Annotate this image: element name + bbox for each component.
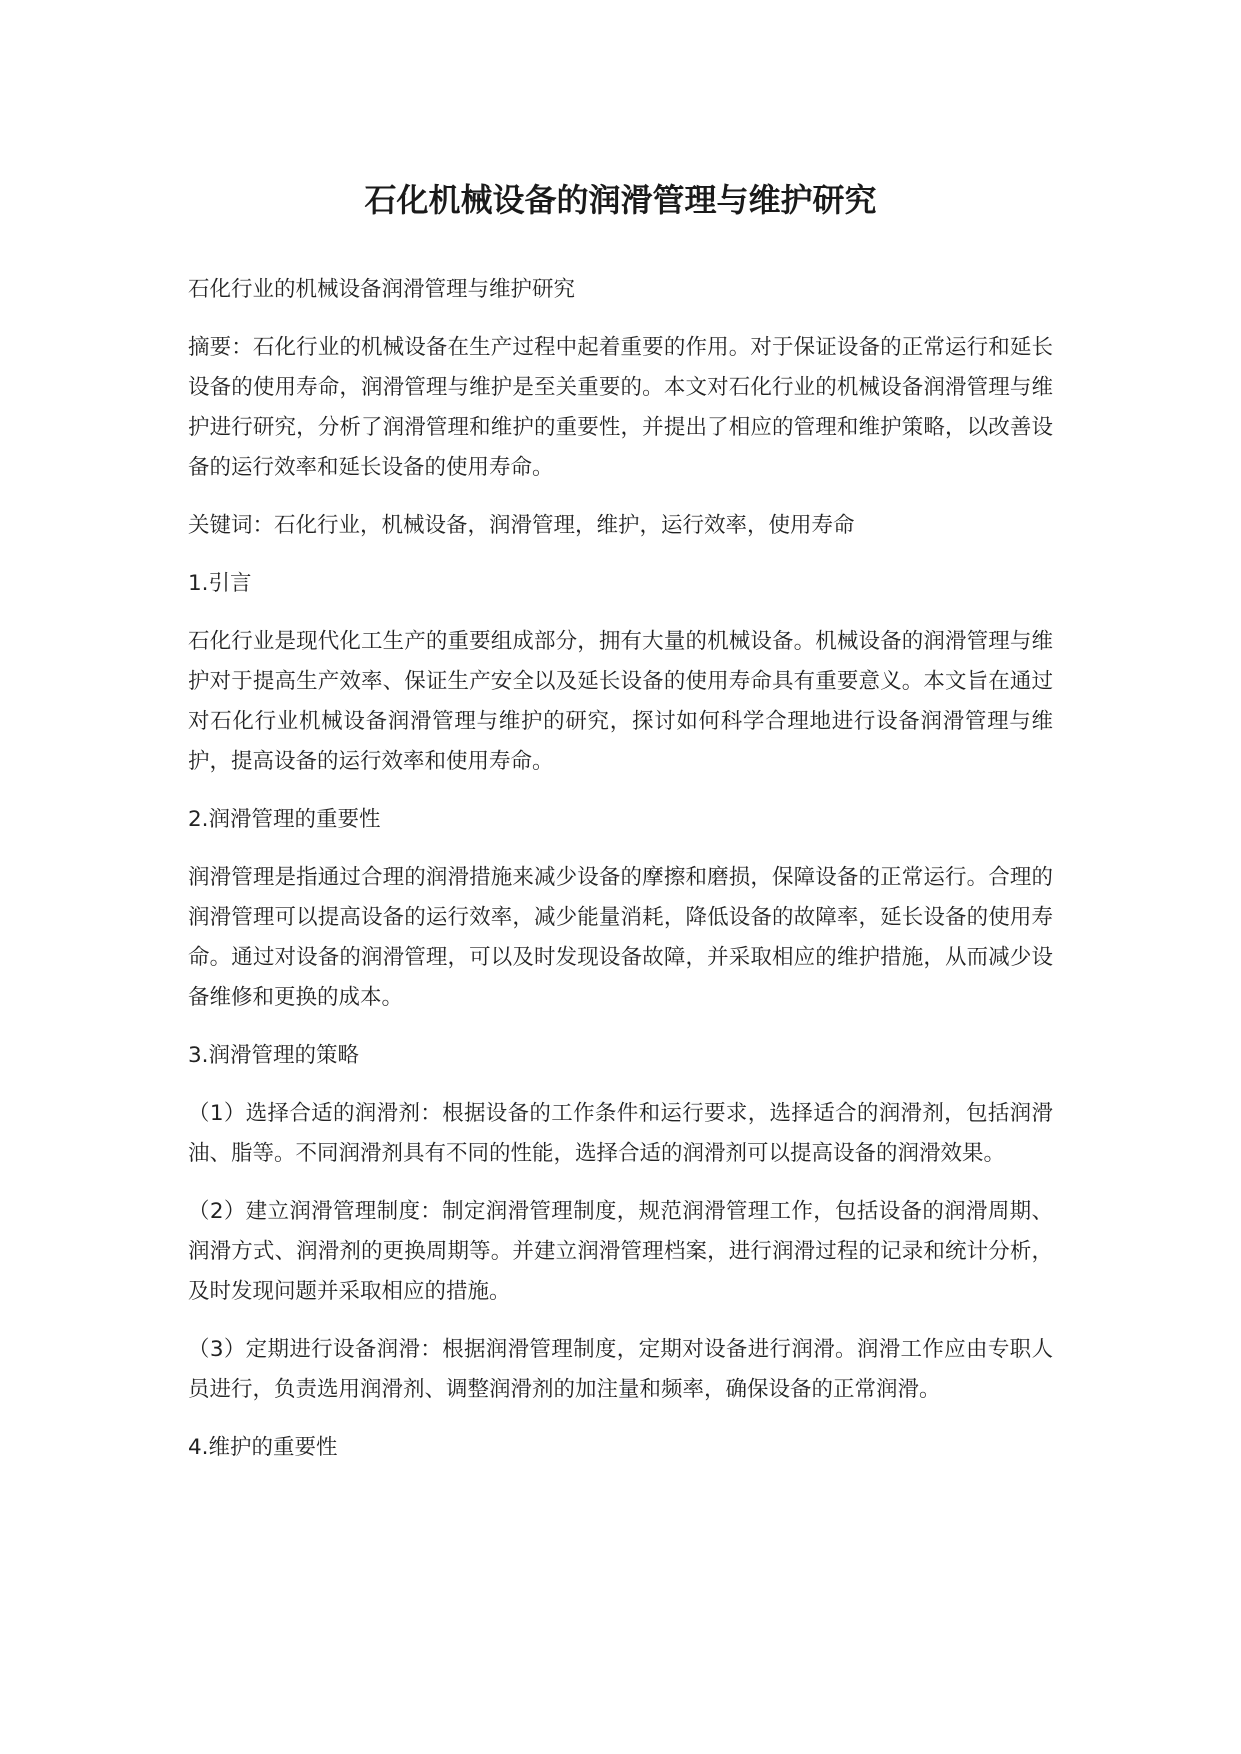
document-subtitle: 石化行业的机械设备润滑管理与维护研究 <box>188 277 576 302</box>
section-paragraph: 石化行业是现代化工生产的重要组成部分，拥有大量的机械设备。机械设备的润滑管理与维护对于提高生产效率、保证生产安全以及延长设备的使用寿命具有重要意义。本文旨在通过对石化行业机械设备润滑管理与维护的研究，探讨如何科学合理地进行设备润滑管理与维护，提高设备的运行效率和使用寿命。 <box>188 629 1053 774</box>
section-heading-introduction: 1.引言 <box>188 571 252 596</box>
section-heading-lubrication-strategy: 3.润滑管理的策略 <box>188 1043 360 1068</box>
section-paragraph: 润滑管理是指通过合理的润滑措施来减少设备的摩擦和磨损，保障设备的正常运行。合理的润滑管理可以提高设备的运行效率，减少能量消耗，降低设备的故障率，延长设备的使用寿命。通过对设备的润滑管理，可以及时发现设备故障，并采取相应的维护措施，从而减少设备维修和更换的成本。 <box>188 865 1053 1010</box>
section-heading-maintenance-importance: 4.维护的重要性 <box>188 1435 338 1460</box>
abstract-paragraph: 摘要：石化行业的机械设备在生产过程中起着重要的作用。对于保证设备的正常运行和延长设备的使用寿命，润滑管理与维护是至关重要的。本文对石化行业的机械设备润滑管理与维护进行研究，分析了润滑管理和维护的重要性，并提出了相应的管理和维护策略，以改善设备的运行效率和延长设备的使用寿命。 <box>188 335 1053 480</box>
document-title: 石化机械设备的润滑管理与维护研究 <box>364 181 877 219</box>
strategy-item-periodic-lubrication: （3）定期进行设备润滑：根据润滑管理制度，定期对设备进行润滑。润滑工作应由专职人员进行，负责选用润滑剂、调整润滑剂的加注量和频率，确保设备的正常润滑。 <box>188 1337 1053 1402</box>
keywords-paragraph: 关键词：石化行业，机械设备，润滑管理，维护，运行效率，使用寿命 <box>188 513 855 538</box>
strategy-item-lubricant-selection: （1）选择合适的润滑剂：根据设备的工作条件和运行要求，选择适合的润滑剂，包括润滑油、脂等。不同润滑剂具有不同的性能，选择合适的润滑剂可以提高设备的润滑效果。 <box>188 1101 1053 1166</box>
section-heading-lubrication-importance: 2.润滑管理的重要性 <box>188 807 381 832</box>
strategy-item-management-system: （2）建立润滑管理制度：制定润滑管理制度，规范润滑管理工作，包括设备的润滑周期、润滑方式、润滑剂的更换周期等。并建立润滑管理档案，进行润滑过程的记录和统计分析，及时发现问题并采取相应的措施。 <box>188 1199 1053 1304</box>
